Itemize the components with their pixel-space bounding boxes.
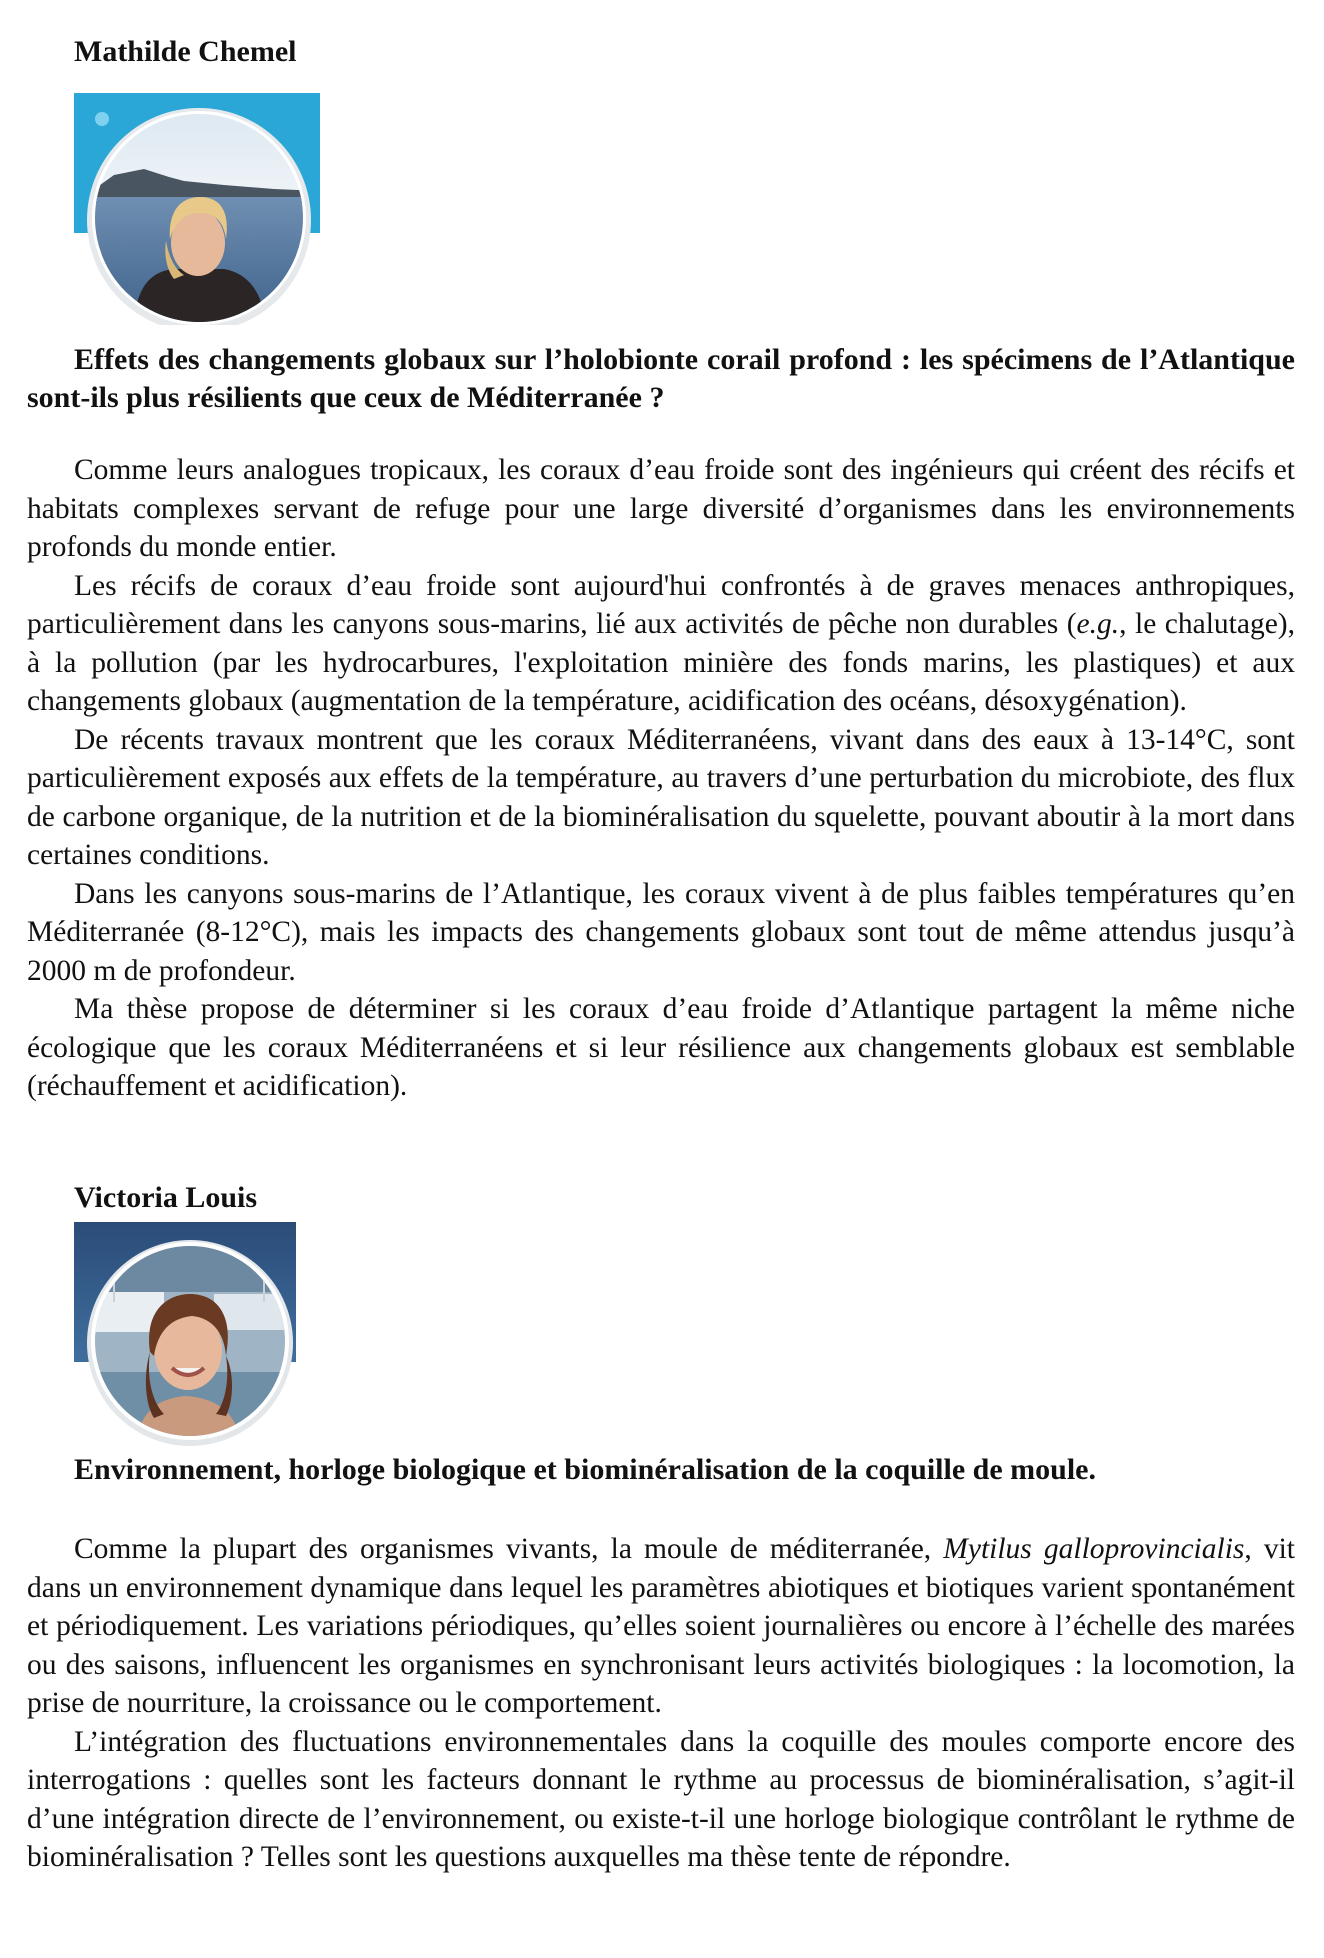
text-run: , vit dans un environnement dynamique dans lequel les paramètres abiotiques et biotiques varient spontanément et périodiquement. Les variations périodiques, qu’elles soient journalières ou encore à l’échelle des marées ou des saisons, influencent les organismes en synchronisant leurs activités biologiques : la locomotion, la prise de nourriture, la croissance ou le comportement. xyxy=(27,1533,1296,1719)
thesis-title-1: Effets des changements globaux sur l’holobionte corail profond : les spécimens de l’Atlantique sont-ils plus résilients que ceux de Méditerranée ? xyxy=(27,343,1295,414)
italic-text: e.g. xyxy=(1076,608,1120,640)
thesis-abstract-2 xyxy=(27,1530,1295,1877)
thesis-abstract-1 xyxy=(27,451,1295,1106)
paragraph xyxy=(27,1530,1295,1723)
portrait-photo-icon xyxy=(74,93,320,325)
paragraph: Ma thèse propose de déterminer si les coraux d’eau froide d’Atlantique partagent la même niche écologique que les coraux Méditerranéens et si leur résilience aux changements globaux est semblable (réchauffement et acidification). xyxy=(27,993,1295,1102)
author-name-mathilde-chemel: Mathilde Chemel xyxy=(74,35,297,68)
thesis-title-2: Environnement, horloge biologique et biominéralisation de la coquille de moule. xyxy=(74,1453,1096,1486)
italic-text: Mytilus galloprovincialis xyxy=(943,1533,1245,1565)
profile-photo-victoria-louis xyxy=(74,1222,300,1448)
portrait-photo-icon xyxy=(74,1222,300,1448)
text-run: Comme la plupart des organismes vivants, la moule de méditerranée, xyxy=(74,1533,944,1565)
author-name-victoria-louis: Victoria Louis xyxy=(74,1181,258,1214)
profile-photo-mathilde-chemel xyxy=(74,93,320,325)
paragraph: Dans les canyons sous-marins de l’Atlantique, les coraux vivent à de plus faibles températures qu’en Méditerranée (8-12°C), mais les impacts des changements globaux sont tout de même attendus jusqu’à 2000 m de profondeur. xyxy=(27,877,1295,987)
paragraph: Comme leurs analogues tropicaux, les coraux d’eau froide sont des ingénieurs qui créent des récifs et habitats complexes servant de refuge pour une large diversité d’organismes dans les environnements profonds du monde entier. xyxy=(27,454,1295,563)
text-run: Les récifs de coraux d’eau froide sont aujourd'hui confrontés à de graves menaces anthropiques, particulièrement dans les canyons sous-marins, lié aux activités de pêche non durables ( xyxy=(27,569,1295,640)
paragraph xyxy=(27,567,1295,721)
text-run: , le chalutage), à la pollution (par les hydrocarbures, l'exploitation minière des fonds marins, les plastiques) et aux changements globaux (augmentation de la température, acidification des océans, désoxygénation). xyxy=(27,608,1295,717)
paragraph: L’intégration des fluctuations environnementales dans la coquille des moules comporte encore des interrogations : quelles sont les facteurs donnant le rythme au processus de biominéralisation, s’agit-il d’une intégration directe de l’environnement, ou existe-t-il une horloge biologique contrôlant le rythme de biominéralisation ? Telles sont les questions auxquelles ma thèse tente de répondre. xyxy=(27,1725,1295,1873)
paragraph: De récents travaux montrent que les coraux Méditerranéens, vivant dans des eaux à 13-14°C, sont particulièrement exposés aux effets de la température, au travers d’une perturbation du microbiote, des flux de carbone organique, de la nutrition et de la biominéralisation du squelette, pouvant aboutir à la mort dans certaines conditions. xyxy=(27,723,1295,871)
